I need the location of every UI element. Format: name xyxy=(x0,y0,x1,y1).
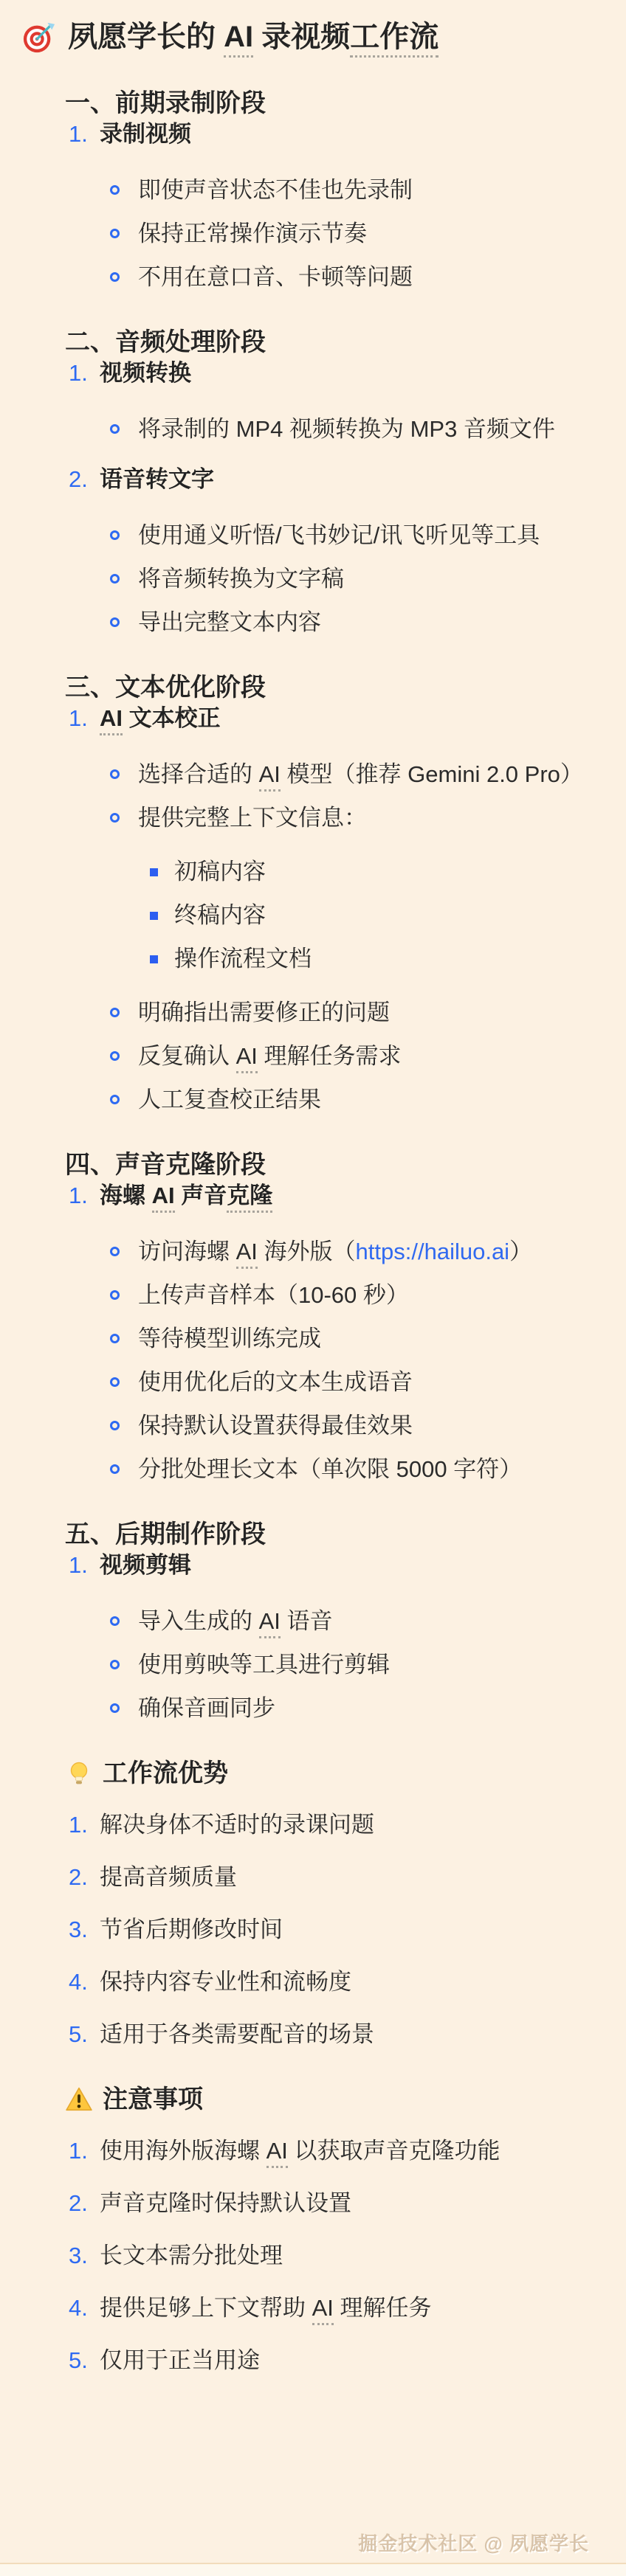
text-run: 反复确认 xyxy=(138,1043,236,1069)
numbered-item xyxy=(0,2346,626,2375)
bullet-row xyxy=(0,998,626,1028)
circle-bullet-icon xyxy=(110,803,138,823)
item-text xyxy=(100,120,191,149)
circle-bullet-icon xyxy=(110,176,138,195)
bullet-text xyxy=(138,564,344,594)
circle-bullet-icon xyxy=(110,1607,138,1626)
text-run: 理解任务 xyxy=(333,2295,432,2321)
circle-bullet-icon xyxy=(110,1281,138,1300)
numbered-item xyxy=(0,2293,626,2323)
item-text xyxy=(100,465,214,494)
list-number: 1. xyxy=(69,121,88,147)
bullet-text xyxy=(138,219,367,249)
list-number: 1. xyxy=(69,1552,88,1578)
item-text xyxy=(100,2020,374,2049)
list-number: 1. xyxy=(69,2138,88,2164)
section-heading xyxy=(65,87,626,120)
bullet-item xyxy=(0,1455,626,1484)
text-run: AI xyxy=(224,21,253,58)
bullet-row xyxy=(0,1085,626,1115)
text-run: 分批处理长文本（单次限 5000 字符） xyxy=(138,1456,523,1482)
section xyxy=(0,1149,626,1484)
text-run: 明确指出需要修正的问题 xyxy=(138,1000,390,1025)
numbered-item xyxy=(0,359,626,388)
text-run: AI xyxy=(312,2295,334,2325)
text-run: 保持正常操作演示节奏 xyxy=(138,221,367,246)
section-heading-text: 一、前期录制阶段 xyxy=(65,89,266,117)
bullet-row xyxy=(0,263,626,292)
bullet-item xyxy=(0,176,626,205)
square-bullet-icon xyxy=(150,944,174,963)
bullet-row xyxy=(0,1455,626,1484)
bullet-row xyxy=(0,1237,626,1267)
sub-bullet-text xyxy=(174,901,266,930)
bullet-text xyxy=(138,521,540,550)
bullet-text xyxy=(138,1650,390,1680)
circle-bullet-icon xyxy=(110,998,138,1017)
bullet-row xyxy=(0,219,626,249)
text-run: 操作流程文档 xyxy=(174,946,312,972)
bullet-list xyxy=(0,760,626,1115)
numbered-item xyxy=(0,465,626,494)
text-run: 仅用于正当用途 xyxy=(100,2347,260,2373)
bullet-item xyxy=(0,1085,626,1115)
section-heading xyxy=(65,1149,626,1181)
text-run: 语音转文字 xyxy=(100,466,214,492)
item-text xyxy=(100,1967,351,1997)
text-run: 声音克隆时保持默认设置 xyxy=(100,2190,351,2216)
bullet-item xyxy=(0,998,626,1028)
bullet-item xyxy=(0,1694,626,1723)
text-run: 上传声音样本（10-60 秒） xyxy=(138,1282,409,1308)
bullet-row xyxy=(0,521,626,550)
text-run: 使用优化后的文本生成语音 xyxy=(138,1369,413,1395)
bullet-list xyxy=(0,176,626,292)
bullet-row xyxy=(0,1042,626,1071)
list-number: 4. xyxy=(69,2295,88,2321)
text-run: 导入生成的 xyxy=(138,1608,259,1634)
sub-bullet-item xyxy=(0,901,626,930)
item-text xyxy=(100,2293,432,2323)
section-heading xyxy=(65,326,626,359)
text-run: 以获取声音克隆功能 xyxy=(287,2138,501,2164)
dart-target-icon xyxy=(22,20,56,54)
bullet-item xyxy=(0,1281,626,1310)
list-number: 3. xyxy=(69,2243,88,2268)
text-run: 长文本需分批处理 xyxy=(100,2243,283,2268)
circle-bullet-icon xyxy=(110,1042,138,1061)
bullet-text xyxy=(138,803,367,833)
text-run: 录制视频 xyxy=(100,121,191,147)
list-number: 1. xyxy=(69,705,88,731)
text-run: 不用在意口音、卡顿等问题 xyxy=(138,264,413,290)
circle-bullet-icon xyxy=(110,760,138,779)
text-run: 保持默认设置获得最佳效果 xyxy=(138,1413,413,1438)
text-run: 导出完整文本内容 xyxy=(138,609,321,635)
article-page xyxy=(0,16,626,2576)
bullet-item xyxy=(0,1042,626,1071)
numbered-item xyxy=(0,1915,626,1945)
circle-bullet-icon xyxy=(110,1085,138,1104)
list-number: 2. xyxy=(69,466,88,492)
section-heading-text: 工作流优势 xyxy=(103,1759,228,1787)
list-number: 1. xyxy=(69,1812,88,1838)
sub-bullet-text xyxy=(174,944,312,974)
bullet-text xyxy=(138,1411,413,1441)
text-run: 使用海外版海螺 xyxy=(100,2138,266,2164)
bullet-list xyxy=(0,1607,626,1723)
circle-bullet-icon xyxy=(110,1368,138,1387)
page-title-text xyxy=(68,16,438,58)
list-number: 1. xyxy=(69,360,88,386)
section-heading xyxy=(65,1757,626,1790)
bullet-row xyxy=(0,1411,626,1441)
circle-bullet-icon xyxy=(110,564,138,584)
bullet-text xyxy=(138,1455,522,1484)
text-run: 工作流 xyxy=(350,21,438,58)
item-text xyxy=(100,2346,260,2375)
square-bullet-icon xyxy=(150,857,174,876)
bullet-text xyxy=(138,1368,413,1397)
numbered-item xyxy=(0,1967,626,1997)
warning-icon xyxy=(65,2085,93,2113)
section-heading-text: 注意事项 xyxy=(103,2085,203,2113)
bullet-text xyxy=(138,1042,402,1071)
bullet-text xyxy=(138,415,555,444)
bullet-text xyxy=(138,263,413,292)
list-number: 4. xyxy=(69,1969,88,1995)
item-text xyxy=(100,1181,272,1211)
item-text xyxy=(100,1863,237,1892)
circle-bullet-icon xyxy=(110,1411,138,1430)
bullet-text xyxy=(138,1085,321,1115)
footer-strip xyxy=(0,2563,626,2576)
section xyxy=(0,87,626,292)
text-run: 适用于各类需要配音的场景 xyxy=(100,2021,374,2047)
circle-bullet-icon xyxy=(110,263,138,282)
text-run: 录视频 xyxy=(253,21,351,53)
section xyxy=(0,2083,626,2375)
bullet-row xyxy=(0,1324,626,1354)
item-text xyxy=(100,1810,374,1840)
bullet-item xyxy=(0,415,626,444)
numbered-item xyxy=(0,1810,626,1840)
list-number: 2. xyxy=(69,2190,88,2216)
text-run: 海外版（ xyxy=(257,1239,356,1264)
bullet-item xyxy=(0,1650,626,1680)
text-run: AI xyxy=(236,1043,258,1073)
list-number: 3. xyxy=(69,1917,88,1942)
text-run: 将音频转换为文字稿 xyxy=(138,566,344,592)
bullet-text xyxy=(138,1237,532,1267)
section xyxy=(0,1518,626,1723)
text-run: 使用通义听悟/飞书妙记/讯飞听见等工具 xyxy=(138,522,540,548)
page-title xyxy=(22,16,626,58)
bullet-text xyxy=(138,998,390,1028)
circle-bullet-icon xyxy=(110,1324,138,1343)
bullet-row xyxy=(0,608,626,637)
text-run: 等待模型训练完成 xyxy=(138,1326,321,1351)
square-bullet-icon xyxy=(150,901,174,920)
bullet-text xyxy=(138,760,583,789)
numbered-item xyxy=(0,2136,626,2166)
text-run: AI xyxy=(152,1183,175,1213)
text-run: AI xyxy=(259,761,281,792)
section xyxy=(0,671,626,1115)
bullet-row xyxy=(0,176,626,205)
text-run: 提高音频质量 xyxy=(100,1864,237,1890)
item-text xyxy=(100,2241,283,2271)
bullet-item xyxy=(0,564,626,594)
item-text xyxy=(100,359,191,388)
bullet-item xyxy=(0,521,626,550)
bullet-item xyxy=(0,1607,626,1636)
circle-bullet-icon xyxy=(110,608,138,627)
text-run: 模型（推荐 Gemini 2.0 Pro） xyxy=(280,761,583,787)
numbered-item xyxy=(0,1863,626,1892)
bullet-row xyxy=(0,1607,626,1636)
text-run: 使用剪映等工具进行剪辑 xyxy=(138,1652,390,1677)
bullet-text xyxy=(138,608,321,637)
list-number: 5. xyxy=(69,2347,88,2373)
text-run: 终稿内容 xyxy=(174,902,266,928)
text-run: 将录制的 MP4 视频转换为 MP3 音频文件 xyxy=(138,416,555,442)
section-heading-text: 二、音频处理阶段 xyxy=(65,328,266,356)
bullet-row xyxy=(0,760,626,789)
circle-bullet-icon xyxy=(110,521,138,540)
numbered-item xyxy=(0,2020,626,2049)
stage-item xyxy=(0,465,626,637)
text-run: 提供完整上下文信息： xyxy=(138,805,367,831)
bullet-item xyxy=(0,1237,626,1267)
circle-bullet-icon xyxy=(110,1650,138,1669)
item-text xyxy=(100,2136,501,2166)
bullet-item xyxy=(0,1411,626,1441)
list-number: 1. xyxy=(69,1183,88,1208)
circle-bullet-icon xyxy=(110,415,138,434)
bullet-list xyxy=(0,415,626,444)
text-run: 文本校正 xyxy=(123,705,221,731)
item-text xyxy=(100,1915,283,1945)
item-text xyxy=(100,2189,351,2218)
hailuo-link[interactable]: https://hailuo.ai xyxy=(355,1239,510,1264)
circle-bullet-icon xyxy=(110,1694,138,1713)
text-run: 初稿内容 xyxy=(174,859,266,884)
item-text xyxy=(100,1551,191,1580)
circle-bullet-icon xyxy=(110,1455,138,1474)
bullet-list xyxy=(0,521,626,637)
text-run: 夙愿学长的 xyxy=(68,21,224,53)
bullet-item xyxy=(0,219,626,249)
stage-item xyxy=(0,1181,626,1484)
bullet-row xyxy=(0,803,626,833)
text-run: 提供足够上下文帮助 xyxy=(100,2295,312,2321)
stage-item xyxy=(0,1551,626,1723)
text-run: 语音 xyxy=(280,1608,333,1634)
bullet-row xyxy=(0,1281,626,1310)
text-run: 视频转换 xyxy=(100,360,191,386)
section-heading xyxy=(65,2083,626,2116)
section-heading-text: 四、声音克隆阶段 xyxy=(65,1151,266,1179)
bullet-text xyxy=(138,1607,333,1636)
text-run: ） xyxy=(509,1239,533,1264)
section-heading-text: 三、文本优化阶段 xyxy=(65,674,266,702)
bullet-text xyxy=(138,1694,275,1723)
text-run: AI xyxy=(266,2138,288,2168)
bullet-text xyxy=(138,1281,409,1310)
bullet-item xyxy=(0,803,626,974)
bullet-item xyxy=(0,1324,626,1354)
text-run: 声音 xyxy=(174,1183,227,1208)
text-run: 访问海螺 xyxy=(138,1239,236,1264)
text-run: 解决身体不适时的录课问题 xyxy=(100,1812,374,1838)
text-run: 人工复查校正结果 xyxy=(138,1087,321,1112)
numbered-item xyxy=(0,1181,626,1211)
text-run: 克隆 xyxy=(227,1183,272,1213)
bullet-text xyxy=(138,1324,321,1354)
bullet-row xyxy=(0,564,626,594)
numbered-item xyxy=(0,704,626,733)
bullet-item xyxy=(0,1368,626,1397)
text-run: 海螺 xyxy=(100,1183,152,1208)
numbered-item xyxy=(0,120,626,149)
lightbulb-icon xyxy=(65,1759,93,1787)
numbered-item xyxy=(0,2241,626,2271)
bullet-item xyxy=(0,263,626,292)
bullet-item xyxy=(0,760,626,789)
watermark: 掘金技术社区 @ 夙愿学长 xyxy=(358,2532,589,2555)
text-run: 确保音画同步 xyxy=(138,1695,275,1721)
list-number: 2. xyxy=(69,1864,88,1890)
numbered-item xyxy=(0,1551,626,1580)
section-heading-text: 五、后期制作阶段 xyxy=(65,1520,266,1548)
text-run: AI xyxy=(236,1239,258,1269)
sub-bullet-item xyxy=(0,944,626,974)
bullet-row xyxy=(0,1368,626,1397)
bullet-list xyxy=(0,1237,626,1484)
text-run: 保持内容专业性和流畅度 xyxy=(100,1969,351,1995)
stage-item xyxy=(0,704,626,1115)
text-run: 视频剪辑 xyxy=(100,1552,191,1578)
circle-bullet-icon xyxy=(110,1237,138,1256)
section-heading xyxy=(65,671,626,704)
bullet-item xyxy=(0,608,626,637)
numbered-item xyxy=(0,2189,626,2218)
text-run: 选择合适的 xyxy=(138,761,259,787)
sub-bullet-text xyxy=(174,857,266,887)
bullet-row xyxy=(0,415,626,444)
section xyxy=(0,326,626,637)
text-run: 即使声音状态不佳也先录制 xyxy=(138,177,413,203)
sub-bullet-item xyxy=(0,857,626,887)
circle-bullet-icon xyxy=(110,219,138,238)
stage-item xyxy=(0,120,626,292)
bullet-row xyxy=(0,1694,626,1723)
text-run: 理解任务需求 xyxy=(257,1043,402,1069)
bullet-text xyxy=(138,176,413,205)
stage-item xyxy=(0,359,626,444)
sections-container xyxy=(0,87,626,2375)
text-run: AI xyxy=(100,705,123,735)
text-run: AI xyxy=(259,1608,281,1638)
text-run: 节省后期修改时间 xyxy=(100,1917,283,1942)
section-heading xyxy=(65,1518,626,1551)
list-number: 5. xyxy=(69,2021,88,2047)
item-text xyxy=(100,704,221,733)
section xyxy=(0,1757,626,2049)
sub-bullet-list xyxy=(0,857,626,974)
bullet-row xyxy=(0,1650,626,1680)
